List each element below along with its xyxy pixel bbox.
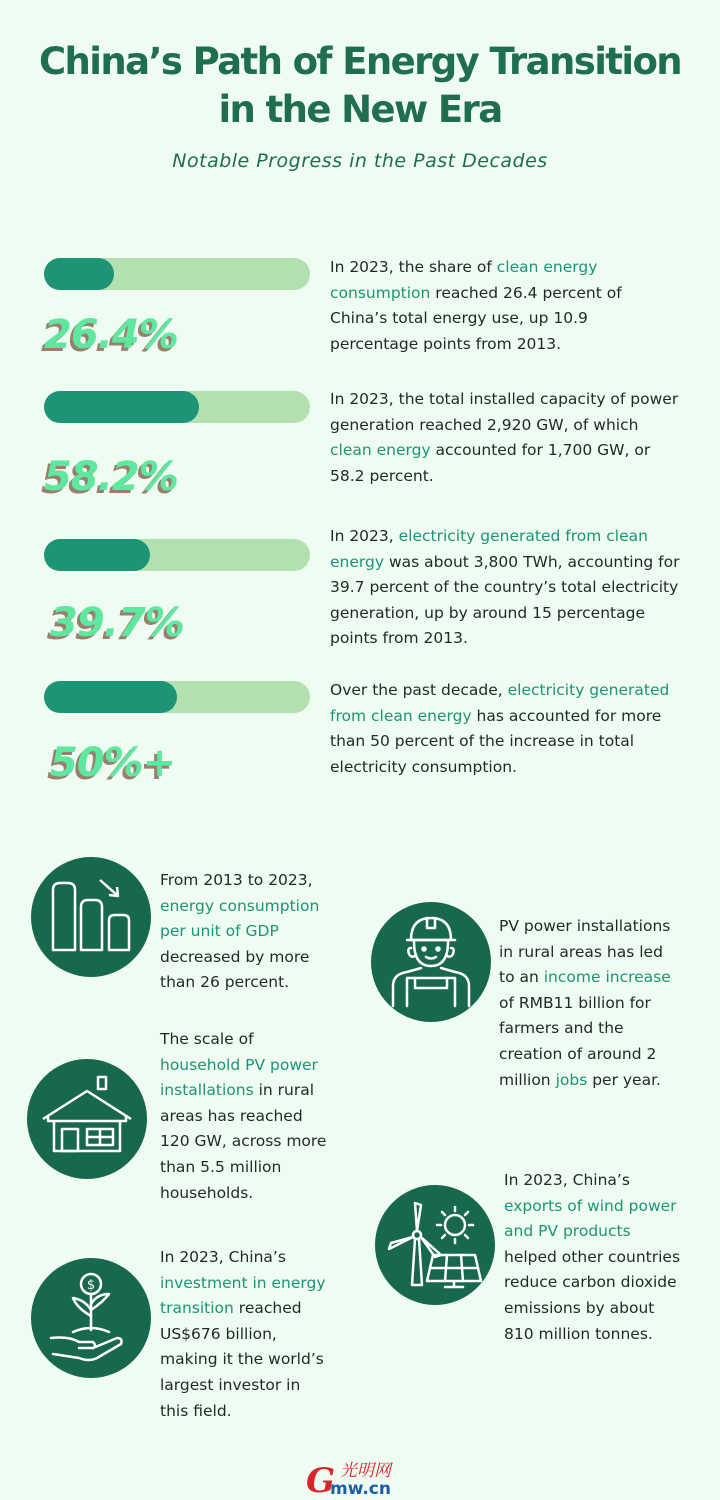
highlight-text: exports of wind power and PV products xyxy=(504,1196,677,1241)
progress-bar xyxy=(44,258,310,290)
highlight-text: income increase xyxy=(543,968,671,987)
highlight-text: energy consumption per unit of GDP xyxy=(160,896,320,941)
money-plant-icon xyxy=(31,1258,151,1378)
stat-description: In 2023, the total installed capacity of power generation reached 2,920 GW, of which clean energy accounted for 1,700 GW, or 58.2 percent. xyxy=(330,390,679,485)
stat-description: In 2023, the share of clean energy consumption reached 26.4 percent of China’s total energy use, up 10.9 percentage points from 2013. xyxy=(330,258,622,353)
highlight-text: electricity generated from clean energy xyxy=(330,527,648,571)
progress-bar xyxy=(44,391,310,423)
fact-farmers: PV power installations in rural areas has led to an income increase of RMB11 billion for farmers and the creation of around 2 million jobs per year. xyxy=(499,917,671,1089)
svg-text:光明网: 光明网 xyxy=(340,1461,391,1481)
stat-description: Over the past decade, electricity generated from clean energy has accounted for more than 50 percent of the increase in total electricity consumption. xyxy=(330,681,670,776)
progress-bar xyxy=(44,539,310,571)
worker-icon xyxy=(371,902,491,1022)
house-icon xyxy=(27,1059,147,1179)
stat-description: In 2023, electricity generated from clean energy was about 3,800 TWh, accounting for 39.7 percent of the country’s total electricity generation, up by around 15 percentage points from 2013. xyxy=(330,527,680,648)
title-line-2: in the New Era xyxy=(218,88,502,131)
wind-solar-icon xyxy=(375,1185,495,1305)
fact-exports: In 2023, China’s exports of wind power and PV products helped other countries reduce carbon dioxide emissions by about 810 million tonnes. xyxy=(504,1171,681,1343)
svg-text:$: $ xyxy=(86,1278,96,1293)
fact-household: The scale of household PV power installations in rural areas has reached 120 GW, across more than 5.5 million households. xyxy=(160,1030,327,1202)
percent-label: 50%+ xyxy=(50,740,176,786)
highlight-text: household PV power installations xyxy=(160,1055,318,1100)
progress-bar-fill xyxy=(44,391,199,423)
fact-gdp: From 2013 to 2023, energy consumption per unit of GDP decreased by more than 26 percent. xyxy=(160,871,320,992)
highlight-text: investment in energy transition xyxy=(160,1273,326,1318)
svg-text:mw.cn: mw.cn xyxy=(330,1479,391,1498)
percent-label: 26.4% xyxy=(44,312,178,358)
bar-decrease-icon xyxy=(31,857,151,977)
progress-bar-fill xyxy=(44,258,114,290)
highlight-text: clean energy xyxy=(330,441,431,460)
title-line-1: China’s Path of Energy Transition xyxy=(38,40,682,83)
fact-investment: In 2023, China’s investment in energy transition reached US$676 billion, making it the world’s largest investor in this field. xyxy=(160,1248,326,1420)
gmw-logo xyxy=(300,1458,420,1498)
progress-bar-fill xyxy=(44,681,177,713)
svg-text:G: G xyxy=(306,1461,336,1498)
progress-bar-fill xyxy=(44,539,150,571)
highlight-text: electricity generated from clean energy xyxy=(330,681,670,725)
highlight-text: clean energy consumption xyxy=(330,258,598,302)
progress-bar xyxy=(44,681,310,713)
percent-label: 58.2% xyxy=(44,454,178,500)
page-title xyxy=(0,38,720,134)
page-subtitle: Notable Progress in the Past Decades xyxy=(172,150,548,172)
highlight-text: jobs xyxy=(555,1070,588,1089)
percent-label: 39.7% xyxy=(50,600,184,646)
